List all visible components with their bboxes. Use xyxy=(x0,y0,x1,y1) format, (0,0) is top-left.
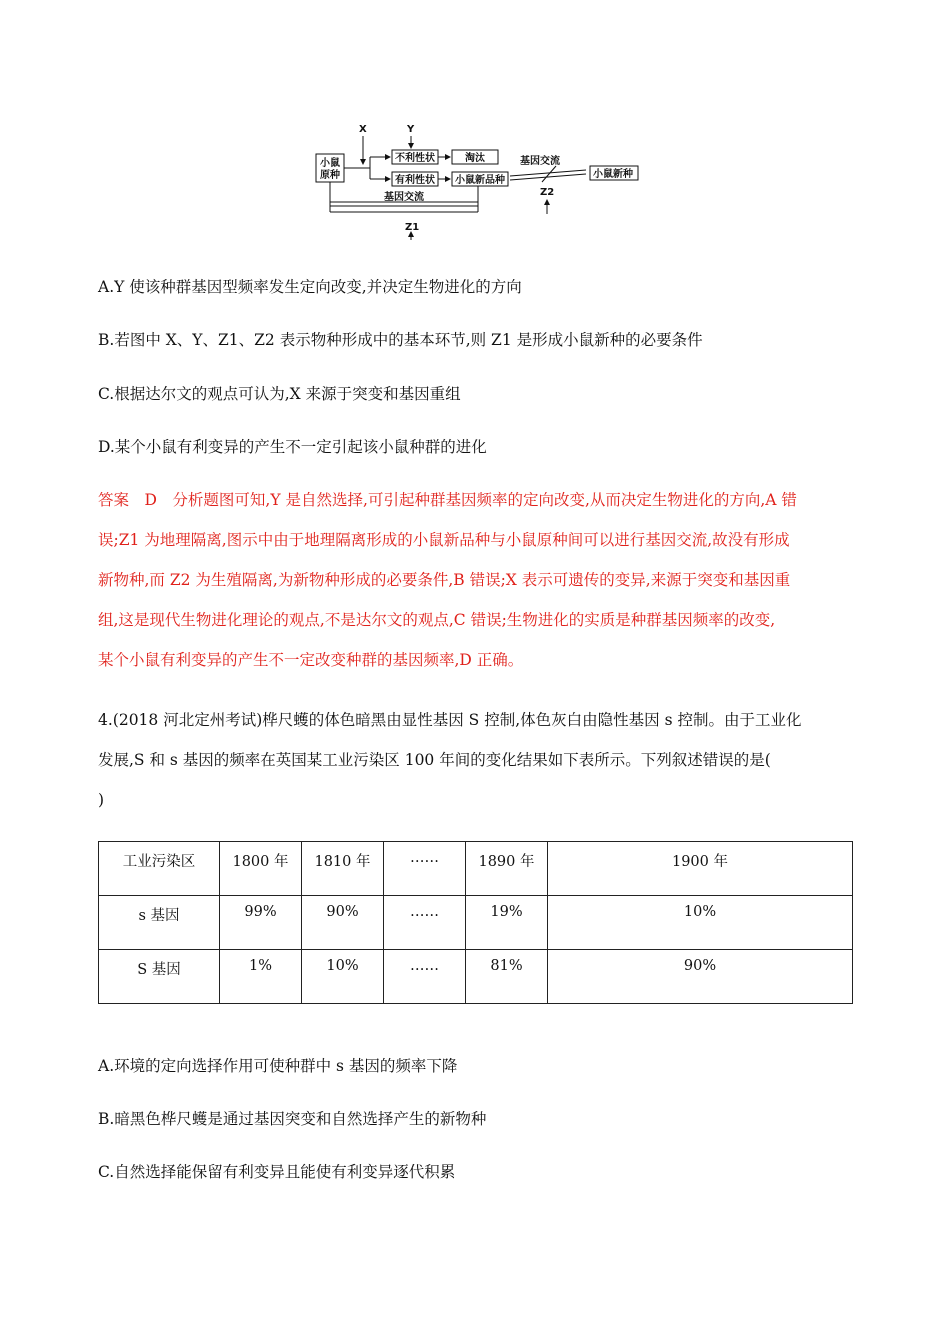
table-header-cell: 1800 年 xyxy=(220,842,302,896)
table-cell: 1% xyxy=(220,950,302,1004)
table-header-cell: 1890 年 xyxy=(466,842,548,896)
table-header-cell: …… xyxy=(384,842,466,896)
table-cell: 90% xyxy=(548,950,853,1004)
source-box-line1: 小鼠 xyxy=(320,158,340,169)
question-4 xyxy=(98,700,858,820)
question-4-line: ) xyxy=(98,791,105,809)
table-row xyxy=(99,896,853,950)
table-cell: s 基因 xyxy=(99,896,220,950)
table-cell: 81% xyxy=(466,950,548,1004)
q4-option-a: A.环境的定向选择作用可使种群中 s 基因的频率下降 xyxy=(98,1057,458,1075)
question-4-line: 4.(2018 河北定州考试)桦尺蠖的体色暗黑由显性基因 S 控制,体色灰白由隐性基因 s 控制。由于工业化 xyxy=(98,711,802,729)
answer-line: 答案 D 分析题图可知,Y 是自然选择,可引起种群基因频率的定向改变,从而决定生物进化的方向,A 错 xyxy=(98,491,797,509)
table-cell: …… xyxy=(384,950,466,1004)
table-cell: 19% xyxy=(466,896,548,950)
q4-option-c: C.自然选择能保留有利变异且能使有利变异逐代积累 xyxy=(98,1163,456,1181)
x-label: X xyxy=(359,124,367,135)
table-cell: 10% xyxy=(548,896,853,950)
table-cell: …… xyxy=(384,896,466,950)
unfavorable-label: 不利性状 xyxy=(395,153,435,164)
table-header-cell: 1900 年 xyxy=(548,842,853,896)
table-row xyxy=(99,950,853,1004)
z1-label: Z1 xyxy=(405,222,420,233)
q3-option-a: A.Y 使该种群基因型频率发生定向改变,并决定生物进化的方向 xyxy=(98,278,522,296)
speciation-diagram-svg xyxy=(310,120,650,240)
z2-label: Z2 xyxy=(540,187,555,198)
new-species-label: 小鼠新种 xyxy=(593,169,633,180)
table-header-cell: 1810 年 xyxy=(302,842,384,896)
eliminated-label: 淘汰 xyxy=(465,153,485,164)
q3-option-b: B.若图中 X、Y、Z1、Z2 表示物种形成中的基本环节,则 Z1 是形成小鼠新种的必要条件 xyxy=(98,331,703,349)
answer-analysis xyxy=(98,480,858,680)
speciation-diagram xyxy=(310,120,650,240)
q3-option-c: C.根据达尔文的观点可认为,X 来源于突变和基因重组 xyxy=(98,385,461,403)
table-cell: 10% xyxy=(302,950,384,1004)
new-variety-label: 小鼠新品种 xyxy=(455,175,505,186)
y-label: Y xyxy=(407,124,415,135)
answer-line: 新物种,而 Z2 为生殖隔离,为新物种形成的必要条件,B 错误;X 表示可遗传的变异,来源于突变和基因重 xyxy=(98,571,791,589)
answer-line: 误;Z1 为地理隔离,图示中由于地理隔离形成的小鼠新品种与小鼠原种间可以进行基因交流,故没有形成 xyxy=(98,531,790,549)
question-4-line: 发展,S 和 s 基因的频率在英国某工业污染区 100 年间的变化结果如下表所示。下列叙述错误的是( xyxy=(98,751,771,769)
table-cell: S 基因 xyxy=(99,950,220,1004)
table-header-cell: 工业污染区 xyxy=(99,842,220,896)
gene-flow-bottom-label: 基因交流 xyxy=(384,192,424,203)
answer-line: 组,这是现代生物进化理论的观点,不是达尔文的观点,C 错误;生物进化的实质是种群基因频率的改变, xyxy=(98,611,776,629)
source-box-line2: 原种 xyxy=(320,170,340,181)
table-cell: 99% xyxy=(220,896,302,950)
favorable-label: 有利性状 xyxy=(395,175,435,186)
table-cell: 90% xyxy=(302,896,384,950)
q4-option-b: B.暗黑色桦尺蠖是通过基因突变和自然选择产生的新物种 xyxy=(98,1110,487,1128)
answer-line: 某个小鼠有利变异的产生不一定改变种群的基因频率,D 正确。 xyxy=(98,651,524,669)
gene-frequency-table xyxy=(98,841,853,1004)
gene-flow-top-label: 基因交流 xyxy=(520,156,560,167)
q3-option-d: D.某个小鼠有利变异的产生不一定引起该小鼠种群的进化 xyxy=(98,438,487,456)
table-header-row xyxy=(99,842,853,896)
